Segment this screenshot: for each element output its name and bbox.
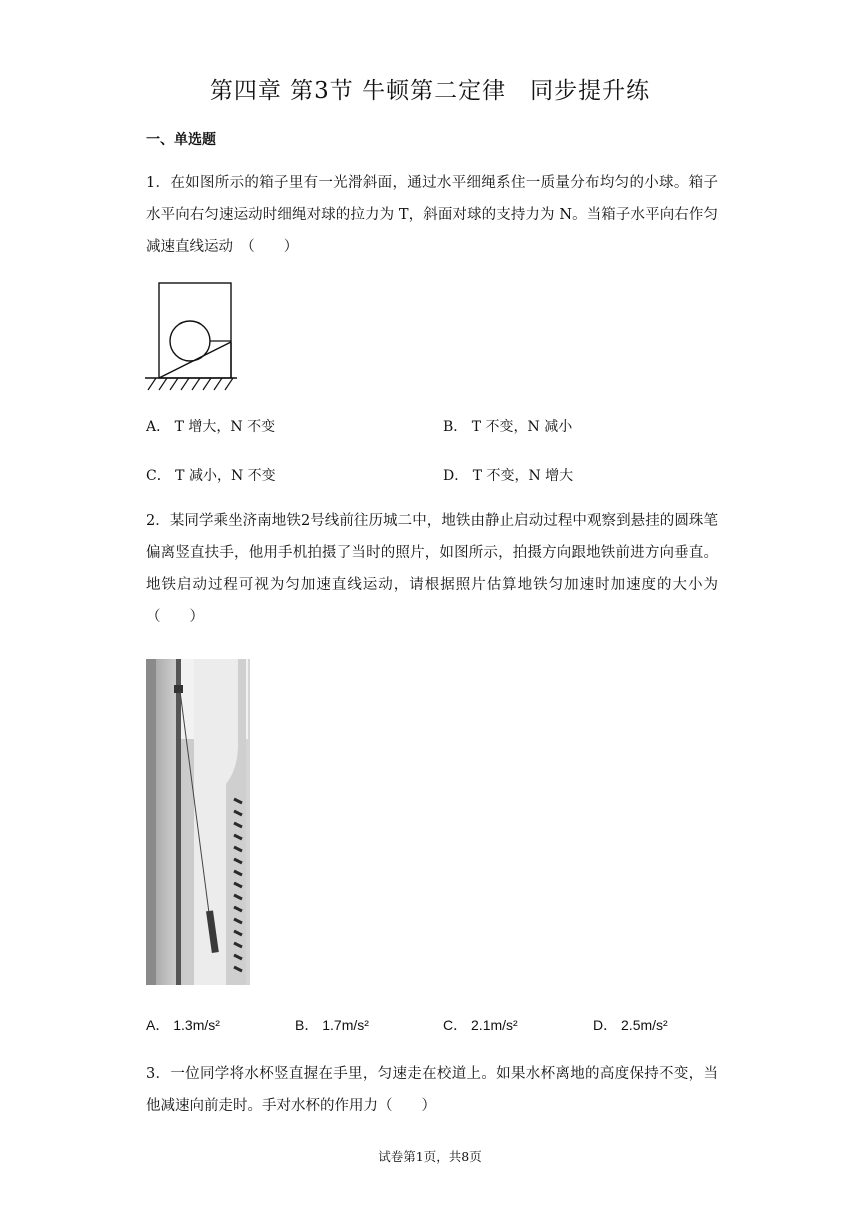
option-letter: A． [146,419,171,435]
option-letter: B． [295,1017,319,1033]
page-footer: 试卷第1页，共8页 [378,1149,482,1164]
option-letter: A． [146,1017,170,1033]
option-text: T 增大，N 不变 [174,419,276,435]
option-text: 1.7m/s² [322,1017,369,1033]
option-2c [443,1015,518,1035]
option-letter: D． [443,468,469,484]
option-text: T 不变，N 增大 [472,468,574,484]
question-1-text: 1．在如图所示的箱子里有一光滑斜面，通过水平细绳系住一质量分布均匀的小球。箱子水平向右匀速运动时细绳对球的拉力为 T，斜面对球的支持力为 N。当箱子水平向右作匀减速直线运动 （ ） [146,175,718,255]
section-heading: 一、单选题 [146,132,216,148]
option-2a [146,1015,220,1035]
option-letter: C． [443,1017,468,1033]
option-2b [295,1015,369,1035]
option-1b [443,416,572,436]
subway-pen-photo [146,659,254,985]
box-incline-ball-figure [142,280,242,396]
option-letter: C． [146,468,171,484]
option-2d [593,1015,668,1035]
option-text: 1.3m/s² [173,1017,220,1033]
option-text: 2.5m/s² [621,1017,668,1033]
option-1c [146,465,276,485]
option-1d [443,465,573,485]
question-3-text: 3．一位同学将水杯竖直握在手里，匀速走在校道上。如果水杯离地的高度保持不变，当他减速向前走时。手对水杯的作用力（ ） [146,1066,718,1114]
option-text: 2.1m/s² [471,1017,518,1033]
page-title: 第四章 第3节 牛顿第二定律 同步提升练 [209,78,651,104]
question-2-text: 2．某同学乘坐济南地铁2号线前往历城二中，地铁由静止启动过程中观察到悬挂的圆珠笔偏离竖直扶手，他用手机拍摄了当时的照片，如图所示，拍摄方向跟地铁前进方向垂直。地铁启动过程可视为匀加速直线运动，请根据照片估算地铁匀加速时加速度的大小为（ ） [146,513,718,625]
option-1a [146,416,275,436]
option-text: T 不变，N 减小 [471,419,573,435]
option-text: T 减小，N 不变 [175,468,276,484]
option-letter: B． [443,419,468,435]
option-letter: D． [593,1017,618,1033]
